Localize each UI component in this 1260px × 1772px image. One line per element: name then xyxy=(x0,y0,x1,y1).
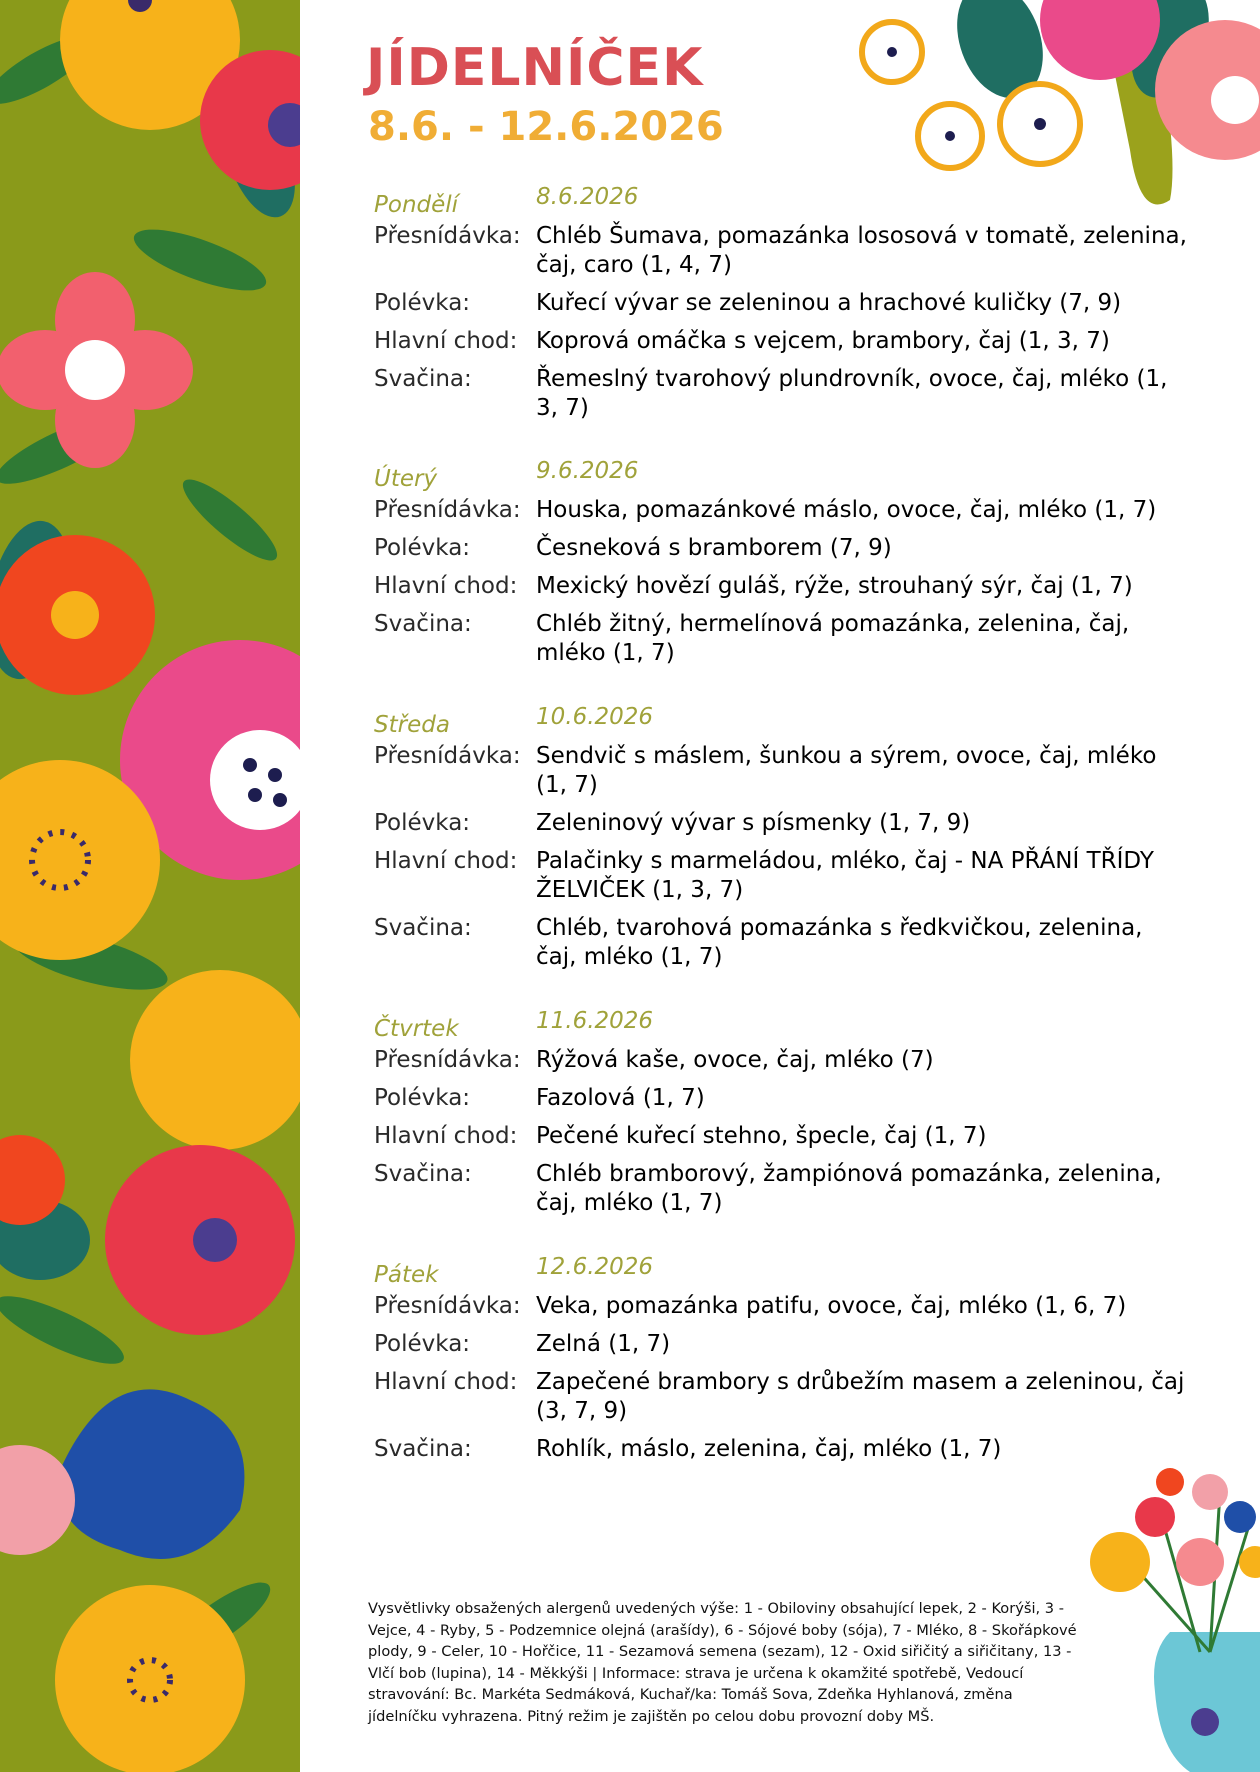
meal-label: Svačina: xyxy=(374,1161,472,1187)
meal-row xyxy=(374,914,1194,972)
meal-label: Polévka: xyxy=(374,290,471,316)
meal-label: Přesnídávka: xyxy=(374,223,521,249)
meal-label: Hlavní chod: xyxy=(374,1123,518,1149)
meal-text: Pečené kuřecí stehno, špecle, čaj (1, 7) xyxy=(536,1123,987,1149)
meal-label: Svačina: xyxy=(374,366,472,392)
meal-label: Polévka: xyxy=(374,1331,471,1357)
meal-label: Hlavní chod: xyxy=(374,848,518,874)
day-name: Pátek xyxy=(374,1262,439,1288)
meal-text: Koprová omáčka s vejcem, brambory, čaj (1, 3, 7) xyxy=(536,328,1110,354)
day-name: Pondělí xyxy=(374,192,459,218)
day-date: 10.6.2026 xyxy=(536,704,654,730)
meal-text: Zelná (1, 7) xyxy=(536,1331,671,1357)
meal-label: Přesnídávka: xyxy=(374,1293,521,1319)
meal-text: Řemeslný tvarohový plundrovník, ovoce, čaj, mléko (1, 3, 7) xyxy=(536,366,1168,421)
meal-text: Rýžová kaše, ovoce, čaj, mléko (7) xyxy=(536,1047,934,1073)
meal-text: Chléb Šumava, pomazánka lososová v tomatě, zelenina, čaj, caro (1, 4, 7) xyxy=(536,223,1187,278)
meal-text: Mexický hovězí guláš, rýže, strouhaný sýr, čaj (1, 7) xyxy=(536,573,1133,599)
week-range: 8.6. - 12.6.2026 xyxy=(368,104,724,150)
meal-row xyxy=(374,809,1194,838)
meal-text: Fazolová (1, 7) xyxy=(536,1085,705,1111)
flower-vase-decoration xyxy=(1060,1452,1260,1772)
floral-pattern-decoration xyxy=(0,0,300,1772)
day-block-thursday xyxy=(374,1002,1194,1227)
meal-text: Palačinky s marmeládou, mléko, čaj - NA PŘÁNÍ TŘÍDY ŽELVIČEK (1, 3, 7) xyxy=(536,848,1154,903)
meal-label: Přesnídávka: xyxy=(374,743,521,769)
day-name: Úterý xyxy=(374,466,438,492)
meal-label: Hlavní chod: xyxy=(374,573,518,599)
meal-label: Hlavní chod: xyxy=(374,1369,518,1395)
day-block-friday xyxy=(374,1248,1194,1473)
meal-row xyxy=(374,847,1194,905)
day-name: Středa xyxy=(374,712,450,738)
meal-text: Houska, pomazánkové máslo, ovoce, čaj, mléko (1, 7) xyxy=(536,497,1157,523)
day-date: 12.6.2026 xyxy=(536,1254,654,1280)
meal-row xyxy=(374,365,1194,423)
meal-label: Svačina: xyxy=(374,915,472,941)
meal-row xyxy=(374,1292,1194,1321)
meal-text: Sendvič s máslem, šunkou a sýrem, ovoce, čaj, mléko (1, 7) xyxy=(536,743,1157,798)
meal-label: Polévka: xyxy=(374,1085,471,1111)
meal-row xyxy=(374,742,1194,800)
meal-row xyxy=(374,1046,1194,1075)
meal-label: Svačina: xyxy=(374,611,472,637)
meal-row xyxy=(374,1122,1194,1151)
meal-row xyxy=(374,1160,1194,1218)
meal-text: Chléb, tvarohová pomazánka s ředkvičkou, zelenina, čaj, mléko (1, 7) xyxy=(536,915,1143,970)
meal-row xyxy=(374,1435,1194,1464)
day-block-tuesday xyxy=(374,452,1194,677)
allergen-footer-note: Vysvětlivky obsažených alergenů uvedených výše: 1 - Obiloviny obsahující lepek, 2 - Korýši, 3 - Vejce, 4 - Ryby, 5 - Podzemnice olejná (arašídy), 6 - Sójové boby (sója), 7 - Mléko, 8 - Skořápkové plody, 9 - Celer, 10 - Hořčice, 11 - Sezamová semena (sezam), 12 - Oxid siřičitý a siřičitany, 13 - Vlčí bob (lupina), 14 - Měkkýši | Informace: strava je určena k okamžité spotřebě, Vedoucí stravování: Bc. Markéta Sedmáková, Kuchař/ka: Tomáš Sova, Zdeňka Hyhlanová, změna jídelníčku vyhrazena. Pitný režim je zajištěn po celou dobu provozní doby MŠ. xyxy=(368,1600,1077,1725)
meal-label: Přesnídávka: xyxy=(374,497,521,523)
meal-row xyxy=(374,610,1194,668)
day-name: Čtvrtek xyxy=(374,1016,459,1042)
day-date: 11.6.2026 xyxy=(536,1008,654,1034)
meal-text: Chléb bramborový, žampiónová pomazánka, zelenina, čaj, mléko (1, 7) xyxy=(536,1161,1162,1216)
day-block-monday xyxy=(374,178,1194,432)
meal-label: Polévka: xyxy=(374,535,471,561)
meal-row xyxy=(374,289,1194,318)
meal-row xyxy=(374,1368,1194,1426)
meal-row xyxy=(374,496,1194,525)
meal-label: Hlavní chod: xyxy=(374,328,518,354)
meal-text: Zapečené brambory s drůbežím masem a zeleninou, čaj (3, 7, 9) xyxy=(536,1369,1185,1424)
meal-text: Kuřecí vývar se zeleninou a hrachové kuličky (7, 9) xyxy=(536,290,1122,316)
meal-text: Veka, pomazánka patifu, ovoce, čaj, mléko (1, 6, 7) xyxy=(536,1293,1127,1319)
meal-label: Polévka: xyxy=(374,810,471,836)
meal-text: Zeleninový vývar s písmenky (1, 7, 9) xyxy=(536,810,971,836)
meal-text: Česneková s bramborem (7, 9) xyxy=(536,535,892,561)
meal-row xyxy=(374,1084,1194,1113)
meal-label: Svačina: xyxy=(374,1436,472,1462)
meal-text: Rohlík, máslo, zelenina, čaj, mléko (1, 7) xyxy=(536,1436,1002,1462)
meal-row xyxy=(374,222,1194,280)
meal-text: Chléb žitný, hermelínová pomazánka, zelenina, čaj, mléko (1, 7) xyxy=(536,611,1130,666)
page-title: JÍDELNÍČEK xyxy=(366,38,704,98)
day-block-wednesday xyxy=(374,698,1194,981)
meal-row xyxy=(374,572,1194,601)
day-date: 8.6.2026 xyxy=(536,184,639,210)
meal-label: Přesnídávka: xyxy=(374,1047,521,1073)
day-date: 9.6.2026 xyxy=(536,458,639,484)
meal-row xyxy=(374,534,1194,563)
meal-row xyxy=(374,1330,1194,1359)
meal-row xyxy=(374,327,1194,356)
